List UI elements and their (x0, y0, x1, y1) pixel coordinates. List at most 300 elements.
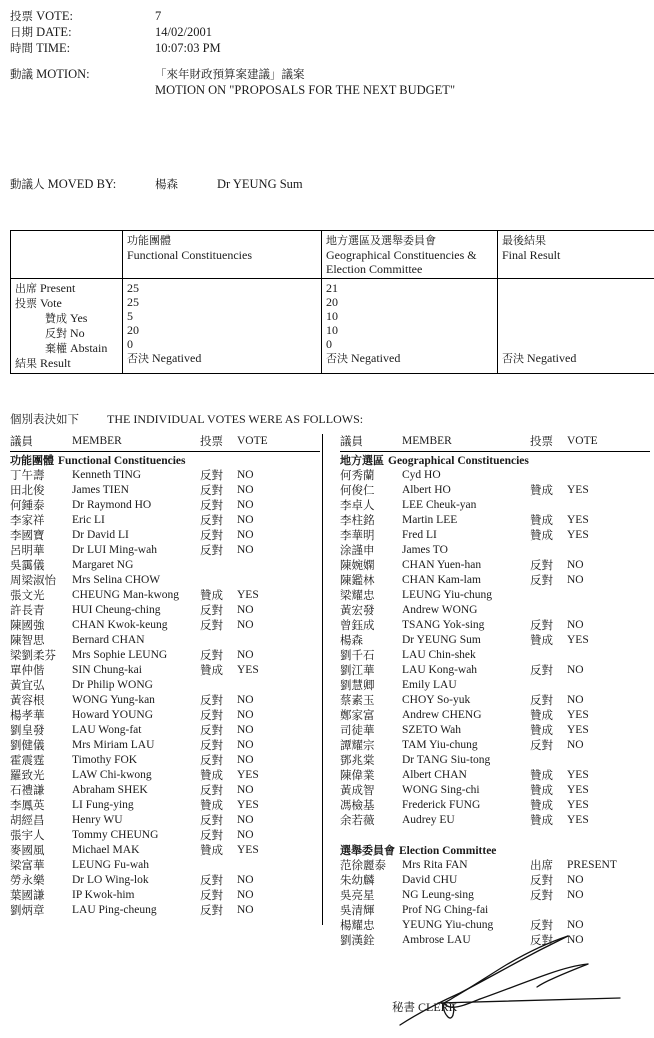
member-vote-chinese: 反對 (200, 498, 223, 512)
right-column-headers (340, 434, 650, 449)
gc-vote: 20 (326, 295, 338, 309)
member-name-english: Howard YOUNG (72, 709, 154, 721)
header-row-vote (10, 8, 630, 24)
member-vote-english (567, 588, 650, 603)
member-vote-row (10, 738, 320, 753)
member-vote-chinese: 贊成 (530, 513, 553, 527)
member-vote-row (10, 873, 320, 888)
individual-votes-title (10, 412, 363, 427)
member-vote-row (10, 558, 320, 573)
member-name-chinese: 黃宜弘 (10, 678, 45, 692)
member-name-english: LI Fung-ying (72, 799, 134, 811)
member-vote-english: NO (237, 619, 254, 631)
member-name-chinese: 李國寶 (10, 528, 45, 542)
fc-no: 20 (127, 323, 139, 337)
member-vote-row (10, 573, 320, 588)
member-name-english: SIN Chung-kai (72, 664, 142, 676)
member-name-chinese: 何秀蘭 (340, 468, 375, 482)
member-vote-chinese: 出席 (530, 858, 553, 872)
member-name-english: Michael MAK (72, 844, 140, 856)
member-name-chinese: 李華明 (340, 528, 375, 542)
member-name-chinese: 李柱銘 (340, 513, 375, 527)
header-member-english: MEMBER (72, 435, 122, 447)
member-vote-chinese (200, 558, 237, 573)
label-abstain: 棄權 Abstain (45, 341, 108, 355)
member-vote-chinese: 反對 (530, 573, 553, 587)
member-name-chinese: 馮檢基 (340, 798, 375, 812)
member-vote-row (10, 858, 320, 873)
member-vote-chinese: 反對 (200, 648, 223, 662)
member-name-english: Cyd HO (402, 469, 441, 481)
member-name-english: Dr LO Wing-lok (72, 874, 149, 886)
header-member-chinese: 議員 (10, 434, 33, 448)
member-name-english: Ambrose LAU (402, 934, 471, 946)
member-vote-chinese (530, 498, 567, 513)
member-vote-row (10, 828, 320, 843)
member-name-chinese: 劉江華 (340, 663, 375, 677)
member-name-chinese: 胡經昌 (10, 813, 45, 827)
member-vote-english: YES (567, 634, 589, 646)
left-header-rule (10, 451, 320, 452)
member-name-chinese: 田北俊 (10, 483, 45, 497)
member-vote-row (10, 843, 320, 858)
member-name-chinese: 勞永樂 (10, 873, 45, 887)
member-vote-english (237, 858, 320, 873)
member-name-english: Albert CHAN (402, 769, 467, 781)
left-column-headers (10, 434, 320, 449)
member-vote-row (340, 648, 650, 663)
member-name-english: Mrs Miriam LAU (72, 739, 155, 751)
member-vote-chinese: 反對 (530, 558, 553, 572)
member-vote-row (340, 483, 650, 498)
member-vote-english: NO (237, 709, 254, 721)
member-name-english: YEUNG Yiu-chung (402, 919, 494, 931)
member-vote-chinese (530, 753, 567, 768)
fc-yes: 5 (127, 309, 133, 323)
constituency-group-heading (10, 453, 320, 468)
member-vote-row (340, 693, 650, 708)
member-name-chinese: 梁耀忠 (340, 588, 375, 602)
group-heading-chinese: 功能團體 (10, 454, 54, 467)
member-vote-english: NO (237, 874, 254, 886)
member-vote-row (340, 873, 650, 888)
member-vote-row (340, 738, 650, 753)
moved-by-label: 動議人 MOVED BY: (10, 177, 117, 191)
header-vote-english: VOTE (567, 435, 598, 447)
member-vote-english: YES (237, 769, 259, 781)
member-vote-row (10, 813, 320, 828)
member-vote-chinese (200, 678, 237, 693)
member-vote-chinese: 反對 (200, 708, 223, 722)
member-vote-chinese: 反對 (200, 618, 223, 632)
member-vote-row (340, 633, 650, 648)
motion-text-chinese: 「來年財政預算案建議」議案 (155, 67, 305, 81)
member-vote-english: NO (237, 529, 254, 541)
document-header (10, 8, 630, 56)
member-vote-chinese: 贊成 (200, 843, 223, 857)
member-name-chinese: 楊耀忠 (340, 918, 375, 932)
member-vote-chinese (200, 633, 237, 648)
member-vote-english (567, 753, 650, 768)
moved-by-block (10, 176, 303, 192)
member-vote-chinese (200, 858, 237, 873)
time-label: 時間 TIME: (10, 41, 71, 55)
member-vote-english: NO (237, 784, 254, 796)
fc-abstain: 0 (127, 337, 133, 351)
member-vote-chinese: 反對 (200, 783, 223, 797)
summary-col-functional: 功能團體 Functional Constituencies (123, 231, 322, 279)
member-name-english: Prof NG Ching-fai (402, 904, 489, 916)
member-vote-row (340, 678, 650, 693)
member-name-chinese: 張文光 (10, 588, 45, 602)
member-vote-english: NO (237, 814, 254, 826)
clerk-label-english: CLERK (418, 1000, 458, 1014)
member-name-chinese: 吳靄儀 (10, 558, 45, 572)
member-name-chinese: 許長青 (10, 603, 45, 617)
member-vote-english: NO (567, 574, 584, 586)
summary-col-final: 最後結果 Final Result (498, 231, 654, 279)
group-heading-english: Election Committee (399, 845, 497, 857)
member-name-english: LAU Wong-fat (72, 724, 142, 736)
summary-col-geographical: 地方選區及選舉委員會 Geographical Constituencies & Election Committee (322, 231, 498, 279)
member-name-chinese: 單仲偕 (10, 663, 45, 677)
member-vote-chinese: 贊成 (200, 768, 223, 782)
group-heading-english: Functional Constituencies (58, 455, 186, 467)
member-name-chinese: 梁富華 (10, 858, 45, 872)
member-vote-english: NO (567, 559, 584, 571)
member-name-chinese: 周梁淑怡 (10, 573, 56, 587)
member-name-english: Kenneth TING (72, 469, 142, 481)
member-name-english: Mrs Rita FAN (402, 859, 468, 871)
member-name-english: Albert HO (402, 484, 451, 496)
signature-block (380, 930, 654, 1035)
member-vote-english: YES (567, 769, 589, 781)
member-vote-english: NO (567, 619, 584, 631)
member-name-english: Henry WU (72, 814, 123, 826)
member-vote-row (340, 798, 650, 813)
member-vote-chinese: 反對 (200, 693, 223, 707)
header-vote-chinese: 投票 (200, 434, 223, 448)
member-vote-row (10, 888, 320, 903)
member-vote-chinese: 贊成 (200, 663, 223, 677)
member-vote-english (237, 573, 320, 588)
member-name-english: Andrew WONG (402, 604, 478, 616)
member-vote-row (340, 813, 650, 828)
member-name-chinese: 張宇人 (10, 828, 45, 842)
member-name-english: James TIEN (72, 484, 129, 496)
member-name-chinese: 陳婉嫻 (340, 558, 375, 572)
member-vote-english: PRESENT (567, 859, 617, 871)
member-vote-row (340, 783, 650, 798)
member-name-chinese: 劉皇發 (10, 723, 45, 737)
member-vote-chinese: 反對 (530, 888, 553, 902)
member-vote-english: NO (237, 829, 254, 841)
label-present: 出席 Present (15, 281, 76, 295)
clerk-label (392, 1000, 457, 1014)
member-name-chinese: 石禮謙 (10, 783, 45, 797)
group-spacer (340, 828, 650, 843)
member-vote-chinese: 贊成 (530, 483, 553, 497)
member-vote-row (10, 513, 320, 528)
gc-no: 10 (326, 323, 338, 337)
member-name-chinese: 羅致光 (10, 768, 45, 782)
motion-text (155, 66, 455, 98)
member-vote-chinese: 反對 (200, 513, 223, 527)
member-name-chinese: 劉健儀 (10, 738, 45, 752)
member-vote-english: NO (237, 739, 254, 751)
member-vote-row (10, 663, 320, 678)
header-vote-english: VOTE (237, 435, 268, 447)
header-row-time (10, 40, 630, 56)
time-value: 10:07:03 PM (155, 41, 221, 55)
member-vote-chinese: 反對 (530, 933, 553, 947)
member-vote-row (10, 903, 320, 918)
member-vote-chinese (530, 678, 567, 693)
member-vote-chinese: 反對 (200, 483, 223, 497)
member-vote-english: YES (567, 514, 589, 526)
member-vote-chinese (200, 573, 237, 588)
member-name-chinese: 范徐麗泰 (340, 858, 386, 872)
member-vote-row (10, 618, 320, 633)
member-name-english: James TO (402, 544, 448, 556)
fc-vote: 25 (127, 295, 139, 309)
member-vote-english: YES (237, 664, 259, 676)
member-vote-chinese: 贊成 (530, 723, 553, 737)
label-vote: 投票 Vote (15, 296, 62, 310)
member-vote-english: NO (567, 934, 584, 946)
fc-present: 25 (127, 281, 139, 295)
member-vote-row (340, 513, 650, 528)
member-name-chinese: 呂明華 (10, 543, 45, 557)
member-name-english: Dr Raymond HO (72, 499, 152, 511)
member-vote-chinese: 反對 (200, 528, 223, 542)
member-name-chinese: 譚耀宗 (340, 738, 375, 752)
summary-labels-cell (11, 279, 123, 374)
member-name-chinese: 楊森 (340, 633, 363, 647)
member-vote-english: NO (567, 664, 584, 676)
member-name-english: Bernard CHAN (72, 634, 145, 646)
group-heading-chinese: 選舉委員會 (340, 844, 395, 857)
member-name-chinese: 丁午壽 (10, 468, 45, 482)
member-name-english: Abraham SHEK (72, 784, 148, 796)
member-vote-english (567, 903, 650, 918)
member-vote-row (10, 723, 320, 738)
member-name-english: CHEUNG Man-kwong (72, 589, 180, 601)
vote-summary-table (10, 230, 654, 374)
member-name-chinese: 陳智思 (10, 633, 45, 647)
member-vote-chinese: 反對 (200, 543, 223, 557)
mover-name-chinese: 楊森 (155, 177, 178, 191)
final-result: 否決 Negatived (502, 351, 577, 365)
member-vote-english: YES (567, 814, 589, 826)
member-name-chinese: 何鍾泰 (10, 498, 45, 512)
member-vote-chinese: 贊成 (530, 633, 553, 647)
member-vote-chinese: 反對 (200, 738, 223, 752)
member-vote-chinese: 反對 (200, 723, 223, 737)
member-name-english: LEUNG Fu-wah (72, 859, 149, 871)
member-vote-english: YES (567, 709, 589, 721)
member-vote-chinese: 反對 (530, 618, 553, 632)
final-blank-4 (502, 323, 654, 337)
member-vote-chinese: 贊成 (200, 798, 223, 812)
member-vote-row (340, 588, 650, 603)
member-vote-row (340, 573, 650, 588)
member-name-chinese: 朱幼麟 (340, 873, 375, 887)
member-name-english: LEE Cheuk-yan (402, 499, 477, 511)
member-name-english: Mrs Sophie LEUNG (72, 649, 168, 661)
member-vote-row (10, 588, 320, 603)
member-vote-english (237, 633, 320, 648)
member-name-chinese: 何俊仁 (340, 483, 375, 497)
summary-body-row (11, 279, 654, 374)
final-blank-2 (502, 295, 654, 309)
summary-corner-cell (11, 231, 123, 279)
gc-result: 否決 Negatived (326, 351, 401, 365)
member-name-chinese: 司徒華 (340, 723, 375, 737)
member-vote-row (10, 633, 320, 648)
member-vote-chinese: 贊成 (530, 768, 553, 782)
member-vote-row (10, 543, 320, 558)
member-vote-english: NO (567, 874, 584, 886)
member-name-english: WONG Sing-chi (402, 784, 480, 796)
clerk-signature-icon (380, 930, 654, 1035)
member-name-english: Dr TANG Siu-tong (402, 754, 491, 766)
member-name-chinese: 吳亮星 (340, 888, 375, 902)
member-vote-row (10, 753, 320, 768)
member-name-english: TSANG Yok-sing (402, 619, 485, 631)
summary-functional-values (123, 279, 322, 374)
member-vote-english (567, 543, 650, 558)
member-vote-row (10, 678, 320, 693)
member-vote-english: YES (237, 799, 259, 811)
member-vote-chinese: 反對 (200, 603, 223, 617)
member-name-english: Martin LEE (402, 514, 458, 526)
member-vote-english (567, 468, 650, 483)
member-vote-row (10, 528, 320, 543)
mover-name-english: Dr YEUNG Sum (217, 177, 303, 191)
member-name-chinese: 黃宏發 (340, 603, 375, 617)
votes-column-right (340, 434, 650, 948)
member-vote-english: NO (237, 649, 254, 661)
member-vote-chinese (530, 648, 567, 663)
member-vote-english: NO (237, 544, 254, 556)
individual-title-english: THE INDIVIDUAL VOTES WERE AS FOLLOWS: (107, 412, 364, 426)
member-vote-row (10, 798, 320, 813)
member-vote-chinese: 反對 (200, 888, 223, 902)
member-vote-english: NO (237, 469, 254, 481)
member-name-chinese: 鄭家富 (340, 708, 375, 722)
member-vote-chinese: 反對 (200, 903, 223, 917)
member-vote-row (340, 603, 650, 618)
member-vote-row (340, 558, 650, 573)
member-name-chinese: 劉漢銓 (340, 933, 375, 947)
member-vote-chinese: 贊成 (530, 783, 553, 797)
member-vote-chinese (530, 903, 567, 918)
member-vote-row (340, 618, 650, 633)
group-heading-english: Geographical Constituencies (388, 455, 529, 467)
member-vote-chinese (530, 588, 567, 603)
member-vote-english: YES (567, 799, 589, 811)
gc-present: 21 (326, 281, 338, 295)
column-divider (322, 434, 323, 925)
header-member-chinese: 議員 (340, 434, 363, 448)
member-name-english: Dr LUI Ming-wah (72, 544, 157, 556)
member-vote-english: NO (237, 754, 254, 766)
final-blank-5 (502, 337, 654, 351)
member-vote-row (10, 708, 320, 723)
member-name-english: Audrey EU (402, 814, 455, 826)
member-name-english: Eric LI (72, 514, 105, 526)
member-name-english: CHAN Kam-lam (402, 574, 481, 586)
member-name-chinese: 涂謹申 (340, 543, 375, 557)
right-header-rule (340, 451, 650, 452)
member-vote-english: YES (567, 529, 589, 541)
member-name-chinese: 陳國強 (10, 618, 45, 632)
member-vote-english: NO (237, 724, 254, 736)
member-name-chinese: 劉千石 (340, 648, 375, 662)
member-vote-chinese: 反對 (530, 663, 553, 677)
member-name-chinese: 余若薇 (340, 813, 375, 827)
date-label: 日期 DATE: (10, 25, 72, 39)
left-members-list (10, 453, 320, 918)
member-vote-row (340, 498, 650, 513)
member-vote-chinese: 反對 (530, 738, 553, 752)
fc-result: 否決 Negatived (127, 351, 202, 365)
member-vote-chinese: 反對 (530, 693, 553, 707)
gc-yes: 10 (326, 309, 338, 323)
member-vote-row (340, 858, 650, 873)
votes-column-left (10, 434, 320, 918)
member-vote-english: YES (237, 589, 259, 601)
group-heading-chinese: 地方選區 (340, 454, 384, 467)
member-name-chinese: 李家祥 (10, 513, 45, 527)
summary-header-row (11, 231, 654, 279)
member-vote-chinese: 贊成 (530, 798, 553, 812)
member-name-english: CHAN Yuen-han (402, 559, 482, 571)
member-vote-chinese: 贊成 (530, 708, 553, 722)
member-vote-row (340, 528, 650, 543)
member-vote-english: NO (237, 904, 254, 916)
member-name-chinese: 陳鑑林 (340, 573, 375, 587)
summary-final-values (498, 279, 654, 374)
member-name-chinese: 蔡素玉 (340, 693, 375, 707)
member-vote-chinese: 反對 (530, 918, 553, 932)
vote-number: 7 (155, 9, 162, 23)
member-vote-chinese: 反對 (200, 828, 223, 842)
summary-geographical-values (322, 279, 498, 374)
member-vote-row (340, 723, 650, 738)
member-name-english: HUI Cheung-ching (72, 604, 161, 616)
member-vote-row (10, 693, 320, 708)
member-vote-english: YES (237, 844, 259, 856)
member-name-english: LAU Chin-shek (402, 649, 476, 661)
constituency-group-heading (340, 453, 650, 468)
motion-label: 動議 MOTION: (10, 67, 90, 81)
member-name-english: Mrs Selina CHOW (72, 574, 161, 586)
member-name-chinese: 鄧兆棠 (340, 753, 375, 767)
member-name-chinese: 陳偉業 (340, 768, 375, 782)
member-vote-english (567, 678, 650, 693)
member-name-english: IP Kwok-him (72, 889, 135, 901)
member-name-english: Timothy FOK (72, 754, 138, 766)
label-yes: 贊成 Yes (45, 311, 88, 325)
member-vote-chinese (530, 468, 567, 483)
individual-title-chinese: 個別表決如下 (10, 412, 79, 426)
member-vote-row (340, 543, 650, 558)
member-name-english: SZETO Wah (402, 724, 462, 736)
member-vote-row (340, 663, 650, 678)
member-name-english: Frederick FUNG (402, 799, 481, 811)
